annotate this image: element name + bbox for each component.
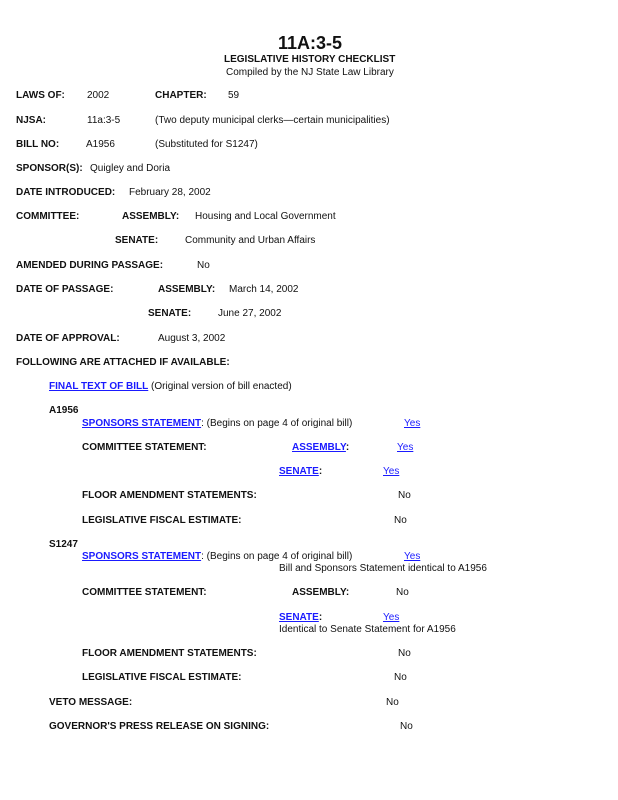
s1247-sponsors-note: : (Begins on page 4 of original bill)	[201, 551, 353, 562]
a1956-fiscal-label: LEGISLATIVE FISCAL ESTIMATE:	[82, 515, 242, 526]
s1247-fiscal-value: No	[394, 672, 407, 683]
s1247-senate-link[interactable]: SENATE	[279, 612, 319, 623]
passage-label: DATE OF PASSAGE:	[16, 284, 114, 295]
njsa-value: 11a:3-5	[87, 115, 121, 126]
s1247-committee-label: COMMITTEE STATEMENT:	[82, 587, 207, 598]
s1247-fiscal-label: LEGISLATIVE FISCAL ESTIMATE:	[82, 672, 242, 683]
governor-value: No	[400, 721, 413, 732]
a1956-assembly-yes-link[interactable]: Yes	[397, 442, 414, 453]
document-code: 11A:3-5	[278, 33, 343, 53]
approval-value: August 3, 2002	[158, 333, 226, 344]
committee-assembly-value: Housing and Local Government	[195, 211, 336, 222]
njsa-description: (Two deputy municipal clerks—certain municipalities)	[155, 115, 390, 126]
s1247-sponsors-row	[82, 551, 352, 563]
committee-label: COMMITTEE:	[16, 211, 80, 222]
bill-no-value: A1956	[86, 139, 115, 150]
a1956-sponsors-yes-link[interactable]: Yes	[404, 418, 421, 429]
s1247-sponsors-extra: Bill and Sponsors Statement identical to A1956	[279, 563, 487, 574]
s1247-floor-label: FLOOR AMENDMENT STATEMENTS:	[82, 648, 257, 659]
a1956-floor-value: No	[398, 490, 411, 501]
date-introduced-value: February 28, 2002	[129, 187, 211, 198]
laws-of-label: LAWS OF:	[16, 90, 65, 101]
a1956-senate-row: SENATE:	[279, 466, 323, 477]
a1956-sponsors-row	[82, 418, 352, 430]
a1956-sponsors-note: : (Begins on page 4 of original bill)	[201, 418, 353, 429]
chapter-value: 59	[228, 90, 240, 101]
chapter-label: CHAPTER:	[155, 90, 207, 101]
njsa-label: NJSA:	[16, 115, 47, 126]
s1247-senate-yes-link[interactable]: Yes	[383, 612, 400, 623]
amended-label: AMENDED DURING PASSAGE:	[16, 260, 164, 271]
a1956-committee-label: COMMITTEE STATEMENT:	[82, 442, 207, 453]
committee-senate-value: Community and Urban Affairs	[185, 235, 316, 246]
s1247-assembly-label: ASSEMBLY:	[292, 587, 350, 598]
s1247-sponsors-link[interactable]: SPONSORS STATEMENT	[82, 551, 202, 562]
a1956-fiscal-value: No	[394, 515, 407, 526]
veto-label: VETO MESSAGE:	[49, 697, 133, 708]
s1247-senate-row: SENATE:	[279, 612, 323, 623]
final-text-link[interactable]: FINAL TEXT OF BILL	[49, 381, 149, 392]
bill-no-note: (Substituted for S1247)	[155, 139, 258, 150]
document-title: LEGISLATIVE HISTORY CHECKLIST	[224, 54, 396, 65]
a1956-sponsors-link[interactable]: SPONSORS STATEMENT	[82, 418, 202, 429]
bill-no-label: BILL NO:	[16, 139, 60, 150]
passage-assembly-value: March 14, 2002	[229, 284, 299, 295]
final-text-row	[49, 381, 292, 393]
sponsors-value: Quigley and Doria	[90, 163, 171, 174]
passage-assembly-label: ASSEMBLY:	[158, 284, 216, 295]
a1956-senate-link[interactable]: SENATE	[279, 466, 319, 477]
final-text-note: (Original version of bill enacted)	[151, 381, 292, 392]
a1956-heading: A1956	[49, 405, 79, 416]
committee-senate-label: SENATE:	[115, 235, 159, 246]
attached-heading: FOLLOWING ARE ATTACHED IF AVAILABLE:	[16, 357, 230, 368]
s1247-sponsors-yes-link[interactable]: Yes	[404, 551, 421, 562]
a1956-senate-yes-link[interactable]: Yes	[383, 466, 400, 477]
laws-of-value: 2002	[87, 90, 110, 101]
sponsors-label: SPONSOR(S):	[16, 163, 83, 174]
governor-label: GOVERNOR'S PRESS RELEASE ON SIGNING:	[49, 721, 270, 732]
veto-value: No	[386, 697, 399, 708]
s1247-heading: S1247	[49, 539, 78, 550]
compiled-by: Compiled by the NJ State Law Library	[226, 67, 394, 78]
approval-label: DATE OF APPROVAL:	[16, 333, 120, 344]
passage-senate-value: June 27, 2002	[218, 308, 282, 319]
amended-value: No	[197, 260, 210, 271]
s1247-assembly-value: No	[396, 587, 409, 598]
a1956-assembly-row: ASSEMBLY:	[292, 442, 350, 453]
s1247-floor-value: No	[398, 648, 411, 659]
s1247-senate-extra: Identical to Senate Statement for A1956	[279, 624, 456, 635]
a1956-floor-label: FLOOR AMENDMENT STATEMENTS:	[82, 490, 257, 501]
a1956-assembly-link[interactable]: ASSEMBLY	[292, 442, 346, 453]
date-introduced-label: DATE INTRODUCED:	[16, 187, 116, 198]
committee-assembly-label: ASSEMBLY:	[122, 211, 180, 222]
passage-senate-label: SENATE:	[148, 308, 192, 319]
